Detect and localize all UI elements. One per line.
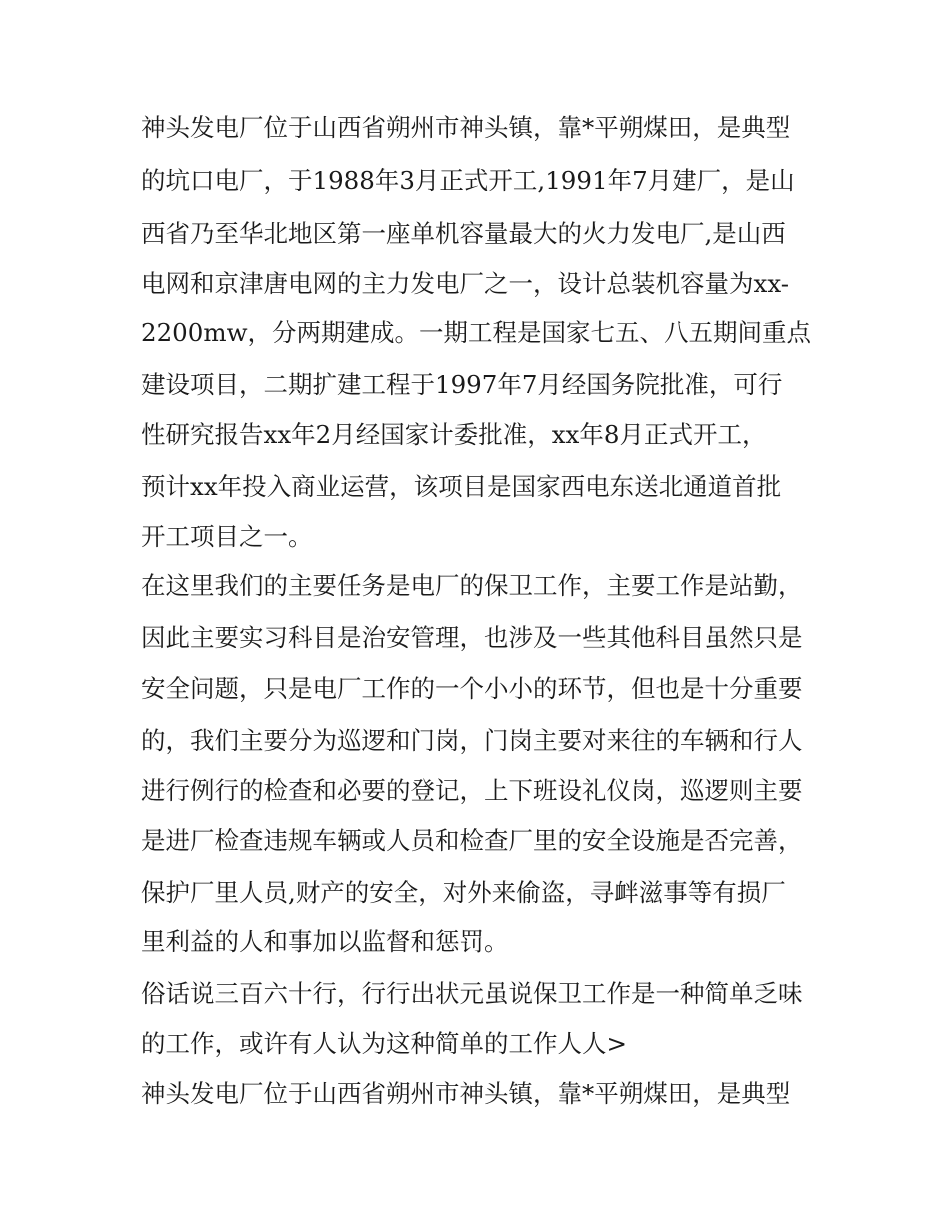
- text-line: 的，我们主要分为巡逻和门岗，门岗主要对来往的车辆和行人: [141, 726, 803, 755]
- text-line: 因此主要实习科目是治安管理，也涉及一些其他科目虽然只是: [141, 623, 803, 652]
- text-line: 2200mw，分两期建成。一期工程是国家七五、八五期间重点: [141, 318, 812, 347]
- text-line: 安全问题，只是电厂工作的一个小小的环节，但也是十分重要: [141, 674, 803, 703]
- text-line: 建设项目，二期扩建工程于1997年7月经国务院批准，可行: [141, 370, 783, 399]
- text-line: 在这里我们的主要任务是电厂的保卫工作，主要工作是站勤，: [141, 571, 803, 600]
- text-line: 预计xx年投入商业运营，该项目是国家西电东送北通道首批: [141, 472, 782, 501]
- text-line: 神头发电厂位于山西省朔州市神头镇，靠*平朔煤田，是典型: [141, 1079, 791, 1108]
- text-line: 保护厂里人员,财产的安全，对外来偷盗，寻衅滋事等有损厂: [141, 878, 786, 907]
- text-line: 性研究报告xx年2月经国家计委批准，xx年8月正式开工，: [141, 420, 767, 449]
- text-line: 是进厂检查违规车辆或人员和检查厂里的安全设施是否完善，: [141, 826, 803, 855]
- text-line: 俗话说三百六十行，行行出状元虽说保卫工作是一种简单乏味: [141, 979, 803, 1008]
- text-line: 的坑口电厂，于1988年3月正式开工,1991年7月建厂，是山: [141, 166, 795, 195]
- text-line: 里利益的人和事加以监督和惩罚。: [141, 927, 509, 956]
- text-line: 进行例行的检查和必要的登记，上下班设礼仪岗，巡逻则主要: [141, 776, 803, 805]
- text-line: 开工项目之一。: [141, 522, 313, 551]
- text-line: 电网和京津唐电网的主力发电厂之一，设计总装机容量为xx-: [141, 269, 789, 298]
- text-line: 的工作，或许有人认为这种简单的工作人人>: [141, 1029, 628, 1058]
- text-line: 神头发电厂位于山西省朔州市神头镇，靠*平朔煤田，是典型: [141, 113, 791, 142]
- text-line: 西省乃至华北地区第一座单机容量最大的火力发电厂,是山西: [141, 219, 786, 248]
